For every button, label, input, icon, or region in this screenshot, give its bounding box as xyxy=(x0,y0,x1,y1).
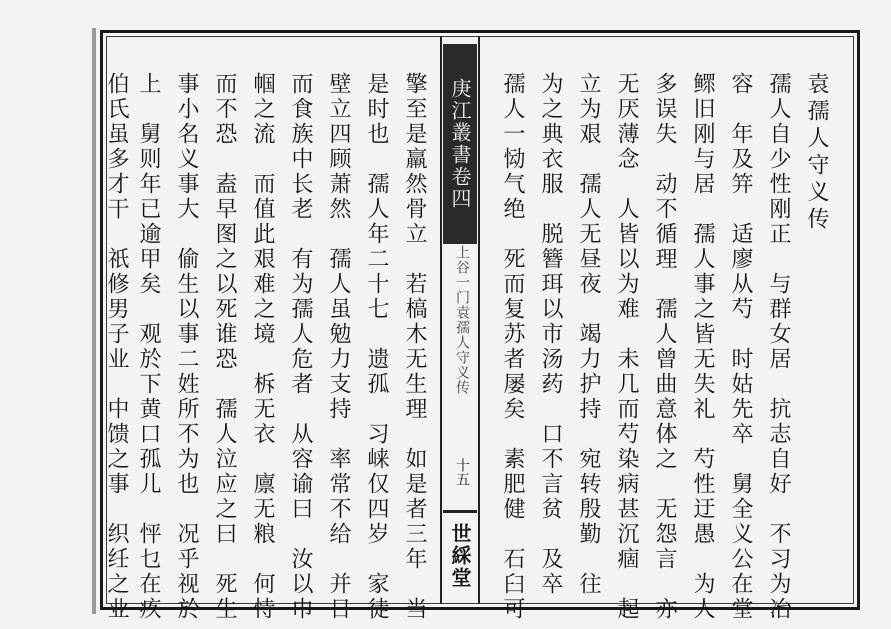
text-column-title: 袁孺人守义传 xyxy=(804,72,829,234)
text-column: 为之典衣服 脱簪珥以市汤药 口不言贫 及卒 xyxy=(538,72,563,597)
text-column: 立为艰 孺人无昼夜 竭力护持 宛转殷勤 往 xyxy=(576,72,601,597)
text-column: 帼之流 而值此艰难之境 柝无衣 廪无粮 何恃 xyxy=(250,72,275,622)
text-column: 孺人自少性刚正 与群女居 抗志自好 不习为冶 xyxy=(766,72,791,622)
text-column: 鳏旧刚与居 孺人事之皆无失礼 芍性迂愚 为人 xyxy=(690,72,715,622)
text-column: 事小名义事大 偷生以事二姓所不为也 况乎视於 xyxy=(174,72,199,622)
text-column: 多误失 动不循理 孺人曾曲意体之 无怨言 亦 xyxy=(652,72,677,622)
spine-book-title: 庚江叢書卷四 xyxy=(443,44,477,244)
text-column: 无厌薄念 人皆以为难 未几而芍染病甚沉痼 起 xyxy=(614,72,639,622)
text-column: 而不恐 盍早图之以死谁恐 孺人泣应之曰 死生 xyxy=(212,72,237,622)
publisher-mark: 世綵堂 xyxy=(443,510,477,599)
text-column: 是时也 孺人年二十七 遗孤 习崃仅四岁 家徒 xyxy=(364,72,389,622)
text-column: 容 年及笄 适廖从芍 时姑先卒 舅全义公在堂 xyxy=(728,72,753,622)
text-column: 壁立四顾萧然 孺人虽勉力支持 率常不给 并日 xyxy=(326,72,351,622)
text-column: 孺人一恸气绝 死而复苏者屡矣 素肥健 石臼可 xyxy=(500,72,525,622)
text-column: 而食族中长老 有为孺人危者 从容谕曰 汝以巾 xyxy=(288,72,313,622)
text-column: 擎至是羸然骨立 若槁木无生理 如是者三年 当 xyxy=(402,72,427,622)
spine-page-number: 十五 xyxy=(454,458,470,486)
spine-chapter-label: 上谷一门袁孺人守义传 xyxy=(454,245,470,395)
text-column: 上 舅则年已逾甲矣 观於下黄口孤儿 怦乜在疚 xyxy=(136,72,161,622)
text-column: 伯氏虽多才干 祇修男子业 中馈之事 织纴之业 xyxy=(104,72,129,622)
scan-edge xyxy=(92,28,96,614)
